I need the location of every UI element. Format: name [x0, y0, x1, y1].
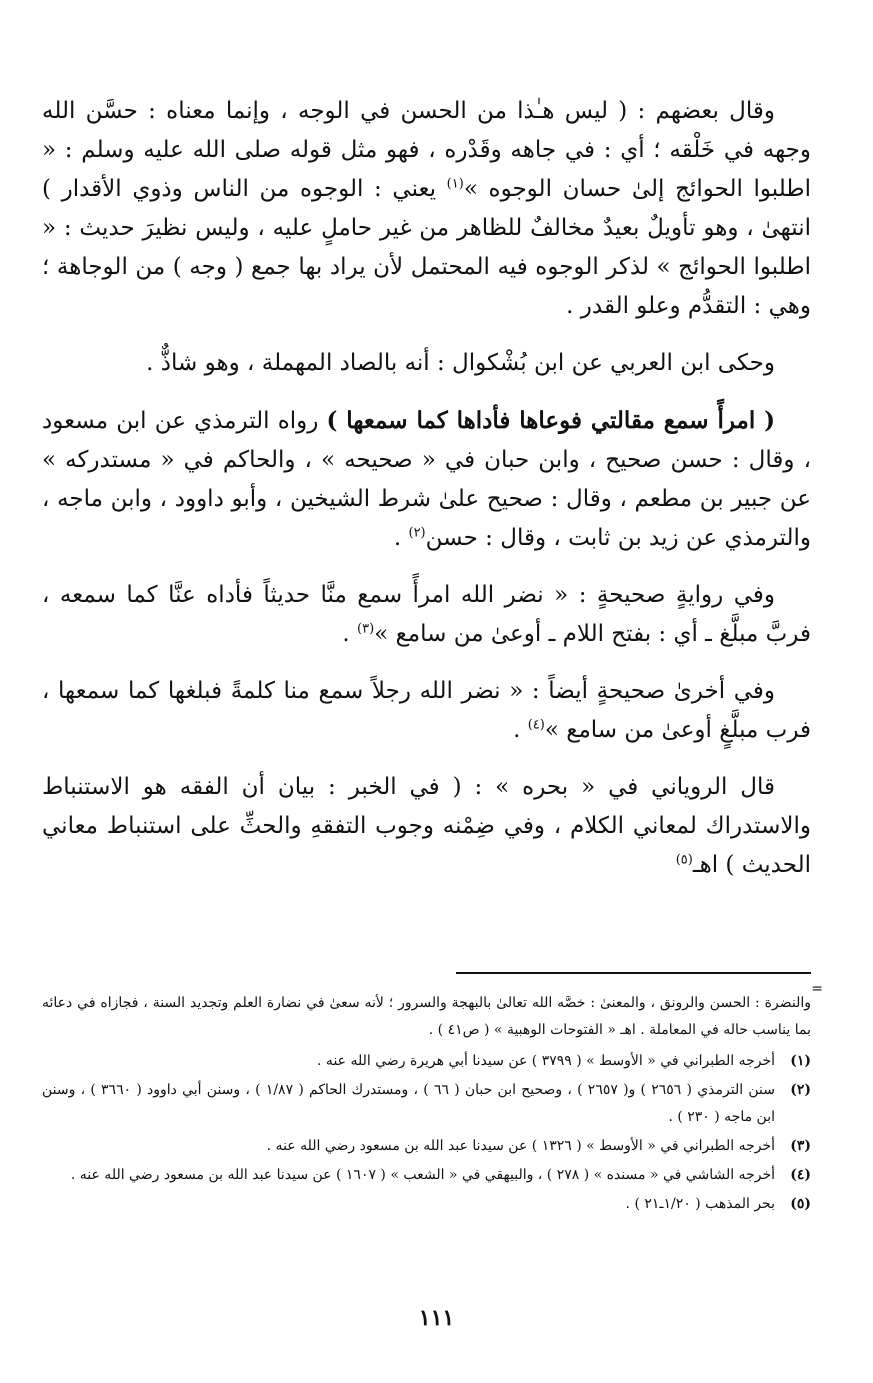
- footnote-number: (٢): [790, 1082, 811, 1098]
- footnote-4: [42, 1162, 811, 1189]
- footnote-number: (١): [790, 1053, 811, 1069]
- footnote-text: أخرجه الشاشي في « مسنده » ( ٢٧٨ ) ، والبيهقي في « الشعب » ( ١٦٠٧ ) عن سيدنا عبد الله بن مسعود رضي الله عنه .: [70, 1167, 775, 1183]
- footnote-number: (٤): [790, 1167, 811, 1183]
- footnote-ref-2: (٢): [408, 525, 426, 541]
- footnotes: [42, 990, 811, 1220]
- paragraph-6: قال الروياني في « بحره » : ( في الخبر : بيان أن الفقه هو الاستنباط والاستدراك لمعاني الكلام ، وفي ضِمْنه وجوب التفقهِ والحثِّ على استنباط معاني الحديث ) اهـ$^{(٥)}$: [42, 774, 811, 878]
- paragraph-2: وحكى ابن العربي عن ابن بُشْكوال : أنه بالصاد المهملة ، وهو شاذٌّ .: [146, 350, 775, 376]
- paragraph-4: وفي روايةٍ صحيحةٍ : « نضر الله امرأً سمع منَّا حديثاً فأداه عنَّا كما سمعه ، فربَّ مبلَّغ ـ أي : بفتح اللام ـ أوعىٰ من سامع »$^{(٣)}$ .: [42, 582, 811, 647]
- footnote-1: [42, 1048, 811, 1075]
- hadith-text: ( امرأً سمع مقالتي فوعاها فأداها كما سمعها ): [326, 407, 775, 434]
- footnote-continuation: والنضرة : الحسن والرونق ، والمعنىٰ : خصَّه الله تعالىٰ بالبهجة والسرور ؛ لأنه سعىٰ في نضارة العلم وتجديد السنة ، فجازاه في دعائه بما يناسب حاله في المعاملة . اهـ « الفتوحات الوهبية » ( ص٤١ ) .: [42, 995, 811, 1038]
- paragraph-3: ( امرأً سمع مقالتي فوعاها فأداها كما سمعها ) رواه الترمذي عن ابن مسعود ، وقال : حسن صحيح ، وابن حبان في « صحيحه » ، والحاكم في « مستدركه » عن جبير بن مطعم ، وقال : صحيح علىٰ شرط الشيخين ، وأبو داوود ، وابن ماجه ، والترمذي عن زيد بن ثابت ، وقال : حسن$^{(٢)}$ .: [42, 407, 811, 551]
- footnote-text: بحر المذهب ( ١/٢٠ـ٢١ ) .: [625, 1196, 775, 1212]
- paragraph-1: وقال بعضهم : ( ليس هـٰذا من الحسن في الوجه ، وإنما معناه : حسَّن الله وجهه في خَلْقه ؛ أي : في جاهه وقَدْره ، فهو مثل قوله صلى الله عليه وسلم : « اطلبوا الحوائج إلىٰ حسان الوجوه »$^{(١)}$ يعني : الوجوه من الناس وذوي الأقدار ) انتهىٰ ، وهو تأويلٌ بعيدٌ مخالفٌ للظاهر من غير حاملٍ عليه ، وليس نظيرَ حديث : « اطلبوا الحوائج » لذكر الوجوه فيه المحتمل لأن يراد بها جمع ( وجه ) من الوجاهة ؛ وهي : التقدُّم وعلو القدر .: [42, 98, 812, 319]
- footnote-text: أخرجه الطبراني في « الأوسط » ( ١٣٢٦ ) عن سيدنا عبد الله بن مسعود رضي الله عنه .: [266, 1138, 775, 1154]
- page-number: ١١١: [418, 1305, 455, 1331]
- continuation-mark: =: [811, 981, 823, 997]
- footnote-divider: [456, 972, 811, 974]
- main-text: [42, 92, 811, 903]
- footnote-ref-3: (٣): [357, 621, 375, 637]
- footnote-number: (٣): [790, 1138, 811, 1154]
- footnote-ref-4: (٤): [527, 717, 545, 733]
- footnote-5: [42, 1191, 811, 1218]
- footnote-2: [42, 1077, 811, 1131]
- footnote-3: [42, 1133, 811, 1160]
- paragraph-5: وفي أخرىٰ صحيحةٍ أيضاً : « نضر الله رجلاً سمع منا كلمةً فبلغها كما سمعها ، فرب مبلَّغٍ أوعىٰ من سامع »$^{(٤)}$ .: [42, 678, 811, 743]
- footnote-ref-5: (٥): [675, 852, 693, 868]
- footnote-text: أخرجه الطبراني في « الأوسط » ( ٣٧٩٩ ) عن سيدنا أبي هريرة رضي الله عنه .: [317, 1053, 775, 1069]
- footnote-text: سنن الترمذي ( ٢٦٥٦ ) و( ٢٦٥٧ ) ، وصحيح ابن حبان ( ٦٦ ) ، ومستدرك الحاكم ( ١/٨٧ ) ، وسنن أبي داوود ( ٣٦٦٠ ) ، وسنن ابن ماجه ( ٢٣٠ ) .: [42, 1082, 775, 1125]
- footnote-ref-1: (١): [446, 176, 464, 192]
- footnote-number: (٥): [790, 1196, 811, 1212]
